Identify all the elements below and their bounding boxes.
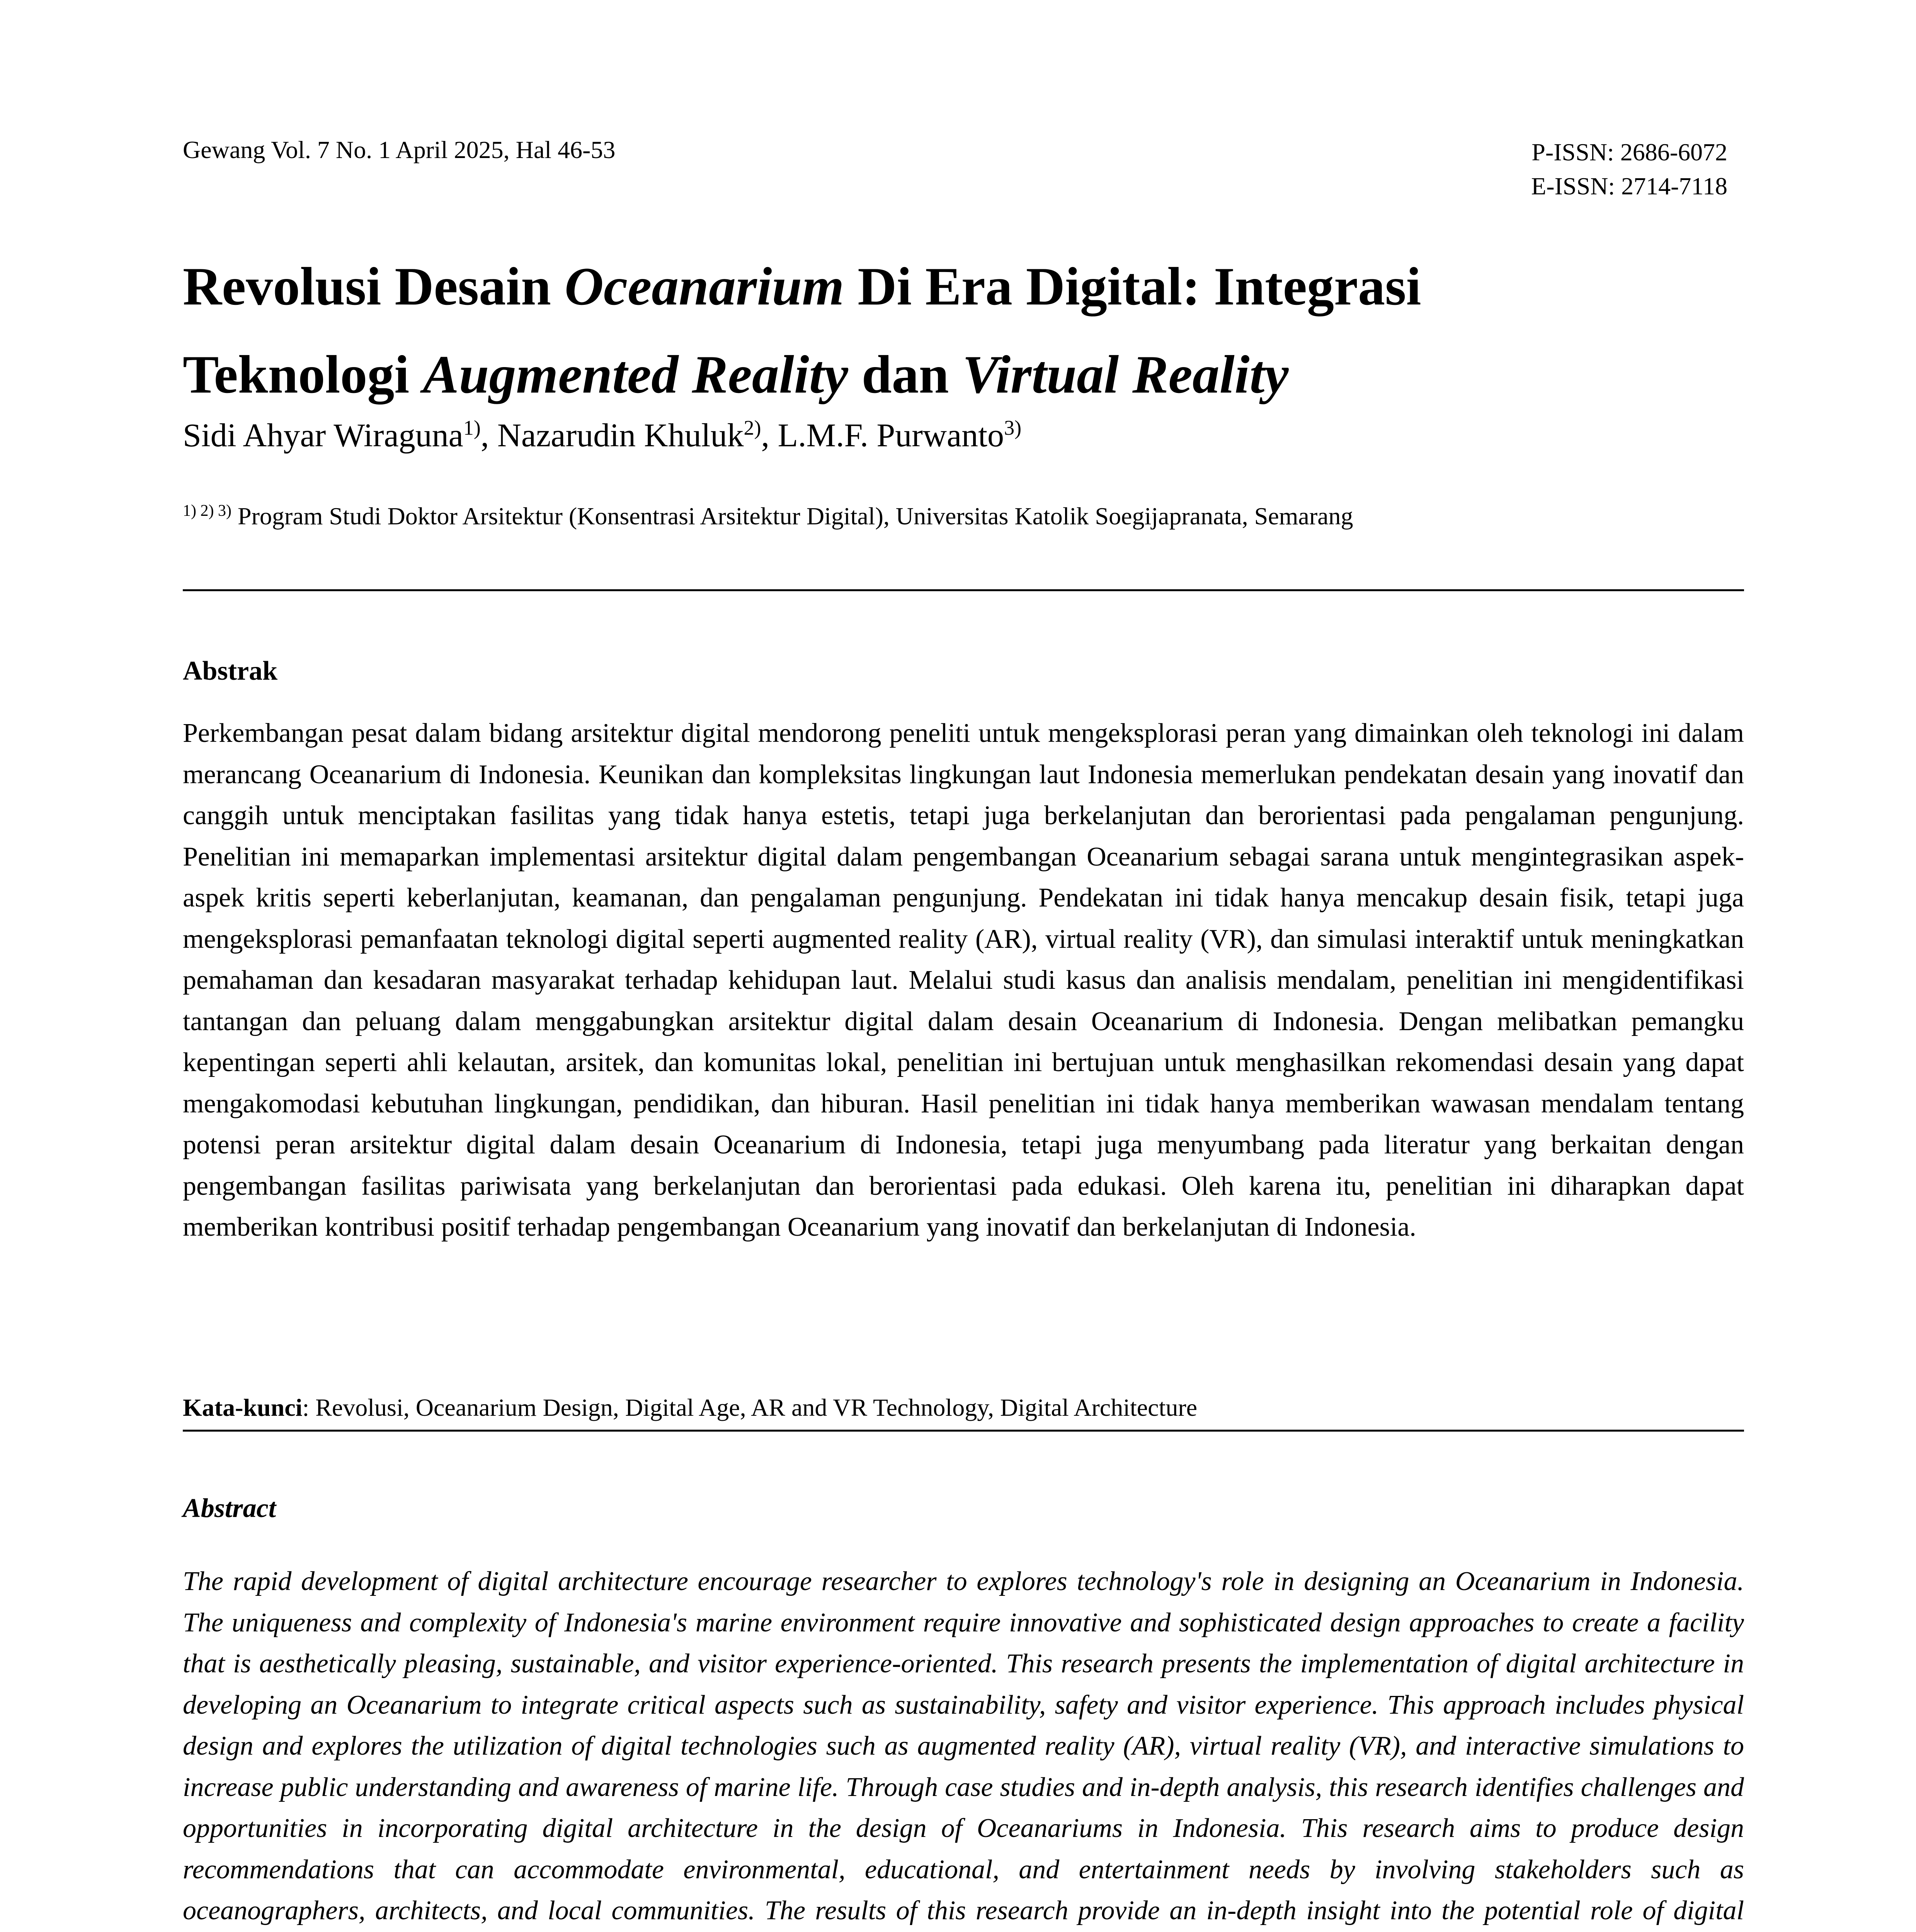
p-issn: P-ISSN: 2686-6072 — [1531, 138, 1727, 166]
abstract-body: The rapid development of digital architecture encourage researcher to explores technology's role in designing an Oceanarium in Indonesia. The uniqueness and complexity of Indonesia's marine environment require innovative and sophisticated design approaches to create a facility that is aesthetically pleasing, sustainable, and visitor experience-oriented. This research presents the implementation of digital architecture in developing an Oceanarium to integrate critical aspects such as sustainability, safety and visitor experience. This approach includes physical design and explores the utilization of digital technologies such as augmented reality (AR), virtual reality (VR), and interactive simulations to increase public understanding and awareness of marine life. Through case studies and in-depth analysis, this research identifies challenges and opportunities in incorporating digital architecture in the design of Oceanariums in Indonesia. This research aims to produce design recommendations that can accommodate environmental, educational, and entertainment needs by involving stakeholders such as oceanographers, architects, and local communities. The results of this research provide an in-depth insight into the potential role of digital — [183, 1566, 1744, 1925]
title-line-2: Teknologi Augmented Reality dan Virtual Reality — [183, 345, 1289, 405]
abstrak-body: Perkembangan pesat dalam bidang arsitektur digital mendorong peneliti untuk mengeksplorasi peran yang dimainkan oleh teknologi ini dalam merancang Oceanarium di Indonesia. Keunikan dan kompleksitas lingkungan laut Indonesia memerlukan pendekatan desain yang inovatif dan canggih untuk menciptakan fasilitas yang tidak hanya estetis, tetapi juga berkelanjutan dan berorientasi pada pengalaman pengunjung. Penelitian ini memaparkan implementasi arsitektur digital dalam pengembangan Oceanarium sebagai sarana untuk mengintegrasikan aspek-aspek kritis seperti keberlanjutan, keamanan, dan pengalaman pengunjung. Pendekatan ini tidak hanya mencakup desain fisik, tetapi juga mengeksplorasi pemanfaatan teknologi digital seperti augmented reality (AR), virtual reality (VR), dan simulasi interaktif untuk meningkatkan pemahaman dan kesadaran masyarakat terhadap kehidupan laut. Melalui studi kasus dan analisis mendalam, penelitian ini mengidentifikasi tantangan dan peluang dalam menggabungkan arsitektur digital dalam desain Oceanarium di Indonesia. Dengan melibatkan pemangku kepentingan seperti ahli kelautan, arsitek, dan komunitas lokal, penelitian ini bertujuan untuk menghasilkan rekomendasi desain yang dapat mengakomodasi kebutuhan lingkungan, pendidikan, dan hiburan. Hasil penelitian ini tidak hanya memberikan wawasan mendalam tentang potensi peran arsitektur digital dalam desain Oceanarium di Indonesia, tetapi juga menyumbang pada literatur yang berkaitan dengan pengembangan fasilitas pariwisata yang berkelanjutan dan berorientasi pada edukasi. Oleh karena itu, penelitian ini diharapkan dapat memberikan kontribusi positif terhadap pengembangan Oceanarium yang inovatif dan berkelanjutan di Indonesia. — [183, 718, 1744, 1242]
affiliation: $^{1) 2) 3)}$ Program Studi Doktor Arsitektur (Konsentrasi Arsitektur Digital), Universitas Katolik Soegijapranata, Semarang — [183, 502, 1353, 530]
title-line-1: Revolusi Desain Oceanarium Di Era Digital: Integrasi — [183, 257, 1421, 316]
divider — [183, 1430, 1744, 1432]
e-issn: E-ISSN: 2714-7118 — [1531, 172, 1727, 200]
author-name: L.M.F. Purwanto — [778, 417, 1004, 454]
author-list: Sidi Ahyar Wiraguna$^{1)}$, Nazarudin Khuluk$^{2)}$, L.M.F. Purwanto$^{3)}$ — [183, 416, 1022, 454]
kata-kunci: Kata-kunci: Revolusi, Oceanarium Design, Digital Age, AR and VR Technology, Digital Architecture — [183, 1394, 1198, 1421]
abstract-heading: Abstract — [183, 1493, 276, 1523]
author-name: Sidi Ahyar Wiraguna — [183, 417, 463, 454]
author-name: Nazarudin Khuluk — [497, 417, 744, 454]
divider — [183, 589, 1744, 591]
abstrak-heading: Abstrak — [183, 656, 278, 686]
paper-title — [183, 243, 1729, 419]
journal-reference: Gewang Vol. 7 No. 1 April 2025, Hal 46-53 — [183, 136, 616, 163]
issn-block — [1430, 135, 1727, 203]
